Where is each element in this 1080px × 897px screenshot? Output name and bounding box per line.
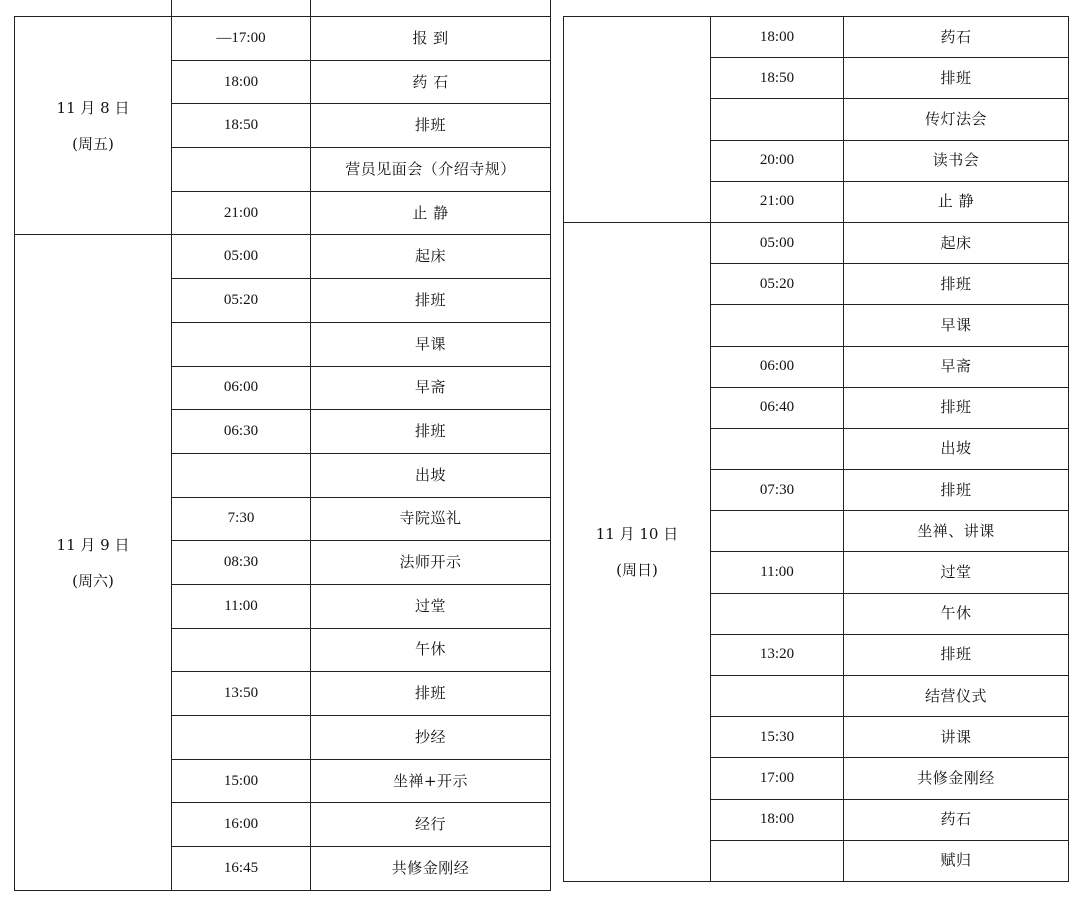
weekday-label: (周五) (72, 134, 114, 153)
time-cell: 16:00 (172, 803, 311, 847)
time-cell: 18:50 (172, 104, 311, 148)
activity-cell: 坐禅、讲课 (844, 511, 1069, 552)
date-spacer (564, 543, 710, 561)
time-cell: 18:00 (711, 799, 844, 840)
time-cell (711, 99, 844, 140)
activity-cell: 排班 (844, 634, 1069, 675)
table-row (564, 222, 1069, 263)
time-cell: 05:20 (172, 279, 311, 323)
activity-cell: 读书会 (844, 140, 1069, 181)
activity-cell: 排班 (844, 58, 1069, 99)
time-cell (711, 593, 844, 634)
activity-cell: 过堂 (844, 552, 1069, 593)
activity-cell: 赋归 (844, 840, 1069, 881)
time-cell (172, 716, 311, 760)
date-spacer (15, 117, 171, 135)
activity-cell: 药石 (844, 799, 1069, 840)
time-cell: 13:50 (172, 672, 311, 716)
activity-cell: 出坡 (311, 453, 551, 497)
time-cell: 18:00 (172, 60, 311, 104)
activity-cell: 共修金刚经 (311, 847, 551, 891)
activity-cell: 早斋 (844, 346, 1069, 387)
time-cell: 21:00 (172, 191, 311, 235)
time-cell: 15:00 (172, 759, 311, 803)
date-cell (564, 222, 711, 881)
time-cell: 18:50 (711, 58, 844, 99)
activity-cell: 午休 (311, 628, 551, 672)
activity-cell: 排班 (311, 672, 551, 716)
time-cell: 13:20 (711, 634, 844, 675)
activity-cell: 早课 (311, 322, 551, 366)
time-cell: 06:00 (711, 346, 844, 387)
date-cell (15, 235, 172, 890)
table-row (15, 235, 551, 279)
activity-cell: 药 石 (311, 60, 551, 104)
date-cell (564, 17, 711, 223)
time-cell: 11:00 (172, 584, 311, 628)
time-cell: 21:00 (711, 181, 844, 222)
activity-cell: 传灯法会 (844, 99, 1069, 140)
activity-cell: 排班 (844, 470, 1069, 511)
activity-cell: 排班 (311, 104, 551, 148)
schedule-table-left (14, 0, 551, 891)
time-cell (711, 840, 844, 881)
time-cell (172, 628, 311, 672)
activity-cell: 抄经 (311, 716, 551, 760)
activity-cell: 排班 (311, 279, 551, 323)
activity-cell: 排班 (844, 264, 1069, 305)
activity-cell: 早课 (844, 305, 1069, 346)
time-cell: 06:00 (172, 366, 311, 410)
time-cell: 17:00 (711, 758, 844, 799)
activity-cell: 过堂 (311, 584, 551, 628)
time-cell: 06:30 (172, 410, 311, 454)
time-cell (172, 322, 311, 366)
time-cell (711, 511, 844, 552)
activity-cell: 早斋 (311, 366, 551, 410)
activity-cell: 排班 (311, 410, 551, 454)
activity-cell: 出坡 (844, 428, 1069, 469)
time-cell: 05:00 (711, 222, 844, 263)
date-spacer (564, 110, 710, 128)
time-cell (711, 676, 844, 717)
activity-cell: 起床 (844, 222, 1069, 263)
date-cell (15, 17, 172, 235)
activity-cell: 止 静 (311, 191, 551, 235)
date-label: 11 月 8 日 (56, 98, 130, 117)
activity-cell: 法师开示 (311, 541, 551, 585)
time-cell (172, 453, 311, 497)
time-cell: 20:00 (711, 140, 844, 181)
time-cell: —17:00 (172, 17, 311, 61)
schedule-table-left-body (15, 0, 551, 890)
weekday-label: (周日) (616, 560, 658, 579)
cut-off-cell (172, 0, 311, 17)
time-cell (172, 148, 311, 192)
time-cell: 11:00 (711, 552, 844, 593)
schedule-table-right-body (564, 17, 1069, 882)
activity-cell: 止 静 (844, 181, 1069, 222)
cut-off-cell (311, 0, 551, 17)
schedule-table-right (563, 16, 1069, 882)
time-cell: 15:30 (711, 717, 844, 758)
time-cell: 06:40 (711, 387, 844, 428)
activity-cell: 坐禅+开示 (311, 759, 551, 803)
activity-cell: 结营仪式 (844, 676, 1069, 717)
table-row (564, 17, 1069, 58)
table-row (15, 17, 551, 61)
time-cell: 08:30 (172, 541, 311, 585)
activity-cell: 午休 (844, 593, 1069, 634)
activity-cell: 共修金刚经 (844, 758, 1069, 799)
time-cell (711, 305, 844, 346)
activity-cell: 排班 (844, 387, 1069, 428)
time-cell: 18:00 (711, 17, 844, 58)
date-label: 11 月 10 日 (595, 524, 679, 543)
time-cell: 16:45 (172, 847, 311, 891)
activity-cell: 药石 (844, 17, 1069, 58)
time-cell: 07:30 (711, 470, 844, 511)
activity-cell: 起床 (311, 235, 551, 279)
time-cell: 7:30 (172, 497, 311, 541)
table-cut-off-row (15, 0, 551, 17)
time-cell: 05:20 (711, 264, 844, 305)
activity-cell: 经行 (311, 803, 551, 847)
date-spacer (15, 554, 171, 572)
cut-off-cell (15, 0, 172, 17)
weekday-label: (周六) (72, 571, 114, 590)
activity-cell: 寺院巡礼 (311, 497, 551, 541)
time-cell (711, 428, 844, 469)
activity-cell: 讲课 (844, 717, 1069, 758)
activity-cell: 营员见面会（介绍寺规） (311, 148, 551, 192)
activity-cell: 报 到 (311, 17, 551, 61)
time-cell: 05:00 (172, 235, 311, 279)
date-label: 11 月 9 日 (56, 535, 130, 554)
